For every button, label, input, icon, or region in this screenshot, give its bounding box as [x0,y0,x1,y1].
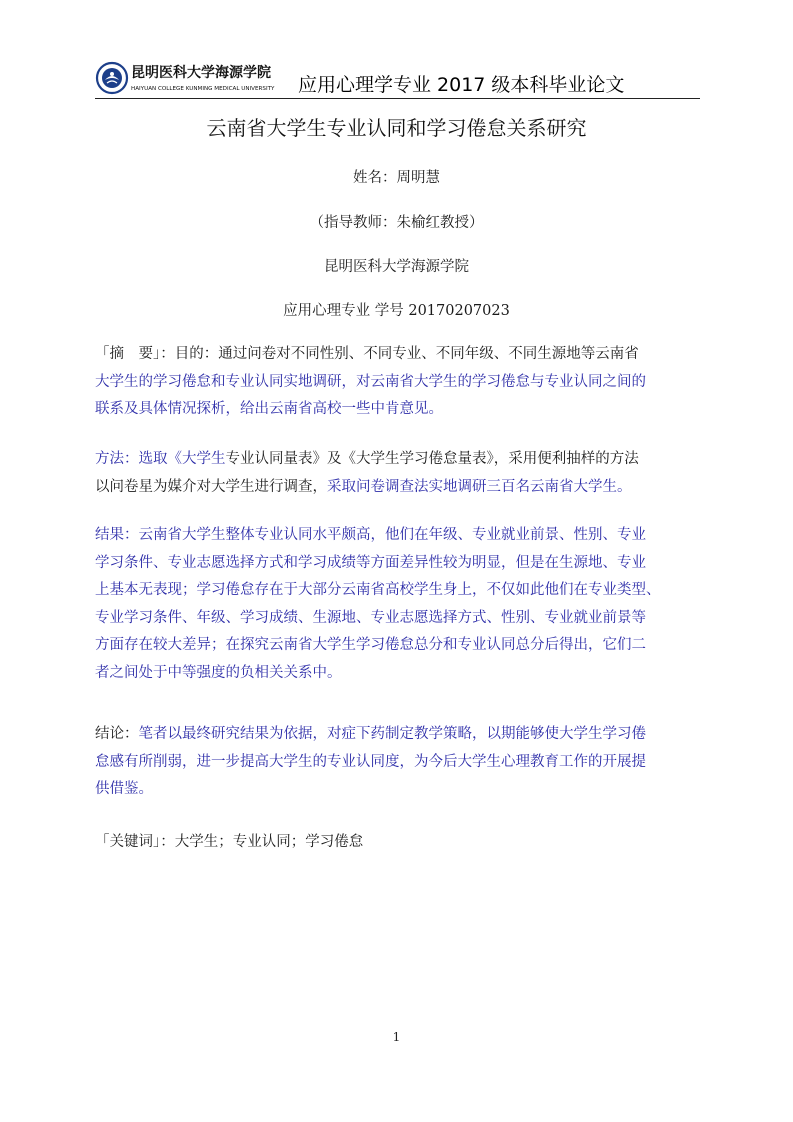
header-rule [95,98,700,99]
results-text-6: 者之间处于中等强度的负相关关系中。 [95,664,342,681]
abstract-label: 「摘 要」：目的： [95,346,219,362]
results-text-2: 学习条件、专业志愿选择方式和学习成绩等方面差异性较为明显，但是在生源地、专业 [95,554,646,571]
page-header [95,58,715,98]
institution-line: 昆明医科大学海源学院 [324,259,469,275]
methods-paragraph [95,446,701,501]
svg-text:昆明医科大学海源学院: 昆明医科大学海源学院 [131,65,271,81]
abstract-paragraph [95,341,701,424]
author-line: 姓名：周明慧 [353,170,440,186]
results-text-4: 专业学习条件、年级、学习成绩、生源地、专业志愿选择方式、性别、专业就业前景等 [95,609,646,626]
keywords-label: 「关键词」： [95,834,175,850]
results-paragraph [95,522,701,687]
svg-text:HAIYUAN COLLEGE KUNMING MEDICA: HAIYUAN COLLEGE KUNMING MEDICAL UNIVERSITY [131,86,275,92]
conclusion-label: 结论： [95,726,139,742]
conclusion-text-3: 供借鉴。 [95,781,153,797]
methods-label: 方法： [95,451,139,467]
results-text-3: 上基本无表现；学习倦怠存在于大部分云南省高校学生身上，不仅如此他们在专业类型、 [95,582,661,598]
paper-title: 云南省大学生专业认同和学习倦怠关系研究 [206,116,587,140]
page-number: 1 [392,1030,401,1044]
college-logo [95,60,275,96]
abstract-text-2: 大学生的学习倦怠和专业认同实地调研，对云南省大学生的学习倦怠与专业认同之间的 [95,373,646,390]
conclusion-text-2: 怠感有所削弱，进一步提高大学生的专业认同度，为今后大学生心理教育工作的开展提 [95,753,646,770]
results-label: 结果： [95,527,139,543]
abstract-text-1: 通过问卷对不同性别、不同专业、不同年级、不同生源地等云南省 [218,346,639,362]
methods-text-1b: 专业认同量表》及《大学生学习倦怠量表》，采用便利抽样的方法 [225,451,639,467]
keywords-paragraph [95,829,701,857]
major-id-line: 应用心理专业 学号 20170207023 [283,303,510,319]
results-text-5: 方面存在较大差异；在探究云南省大学生学习倦怠总分和专业认同总分后得出，它们二 [95,637,646,653]
advisor-line: （指导教师：朱榆红教授） [309,215,484,231]
header-title: 应用心理学专业 2017 级本科毕业论文 [298,74,625,96]
abstract-text-3: 联系及具体情况探析，给出云南省高校一些中肯意见。 [95,401,443,417]
conclusion-paragraph [95,721,701,804]
methods-text-2b: 采取问卷调查法实地调研三百名云南省大学生。 [327,478,632,495]
methods-text-1a: 选取《大学生 [138,451,226,467]
methods-text-2a: 以问卷星为媒介对大学生进行调查， [95,478,327,495]
keywords-value: 大学生；专业认同；学习倦怠 [174,834,364,850]
results-text-1: 云南省大学生整体专业认同水平颇高，他们在年级、专业就业前景、性别、专业 [138,527,646,543]
conclusion-text-1: 笔者以最终研究结果为依据，对症下药制定教学策略，以期能够使大学生学习倦 [138,726,646,742]
